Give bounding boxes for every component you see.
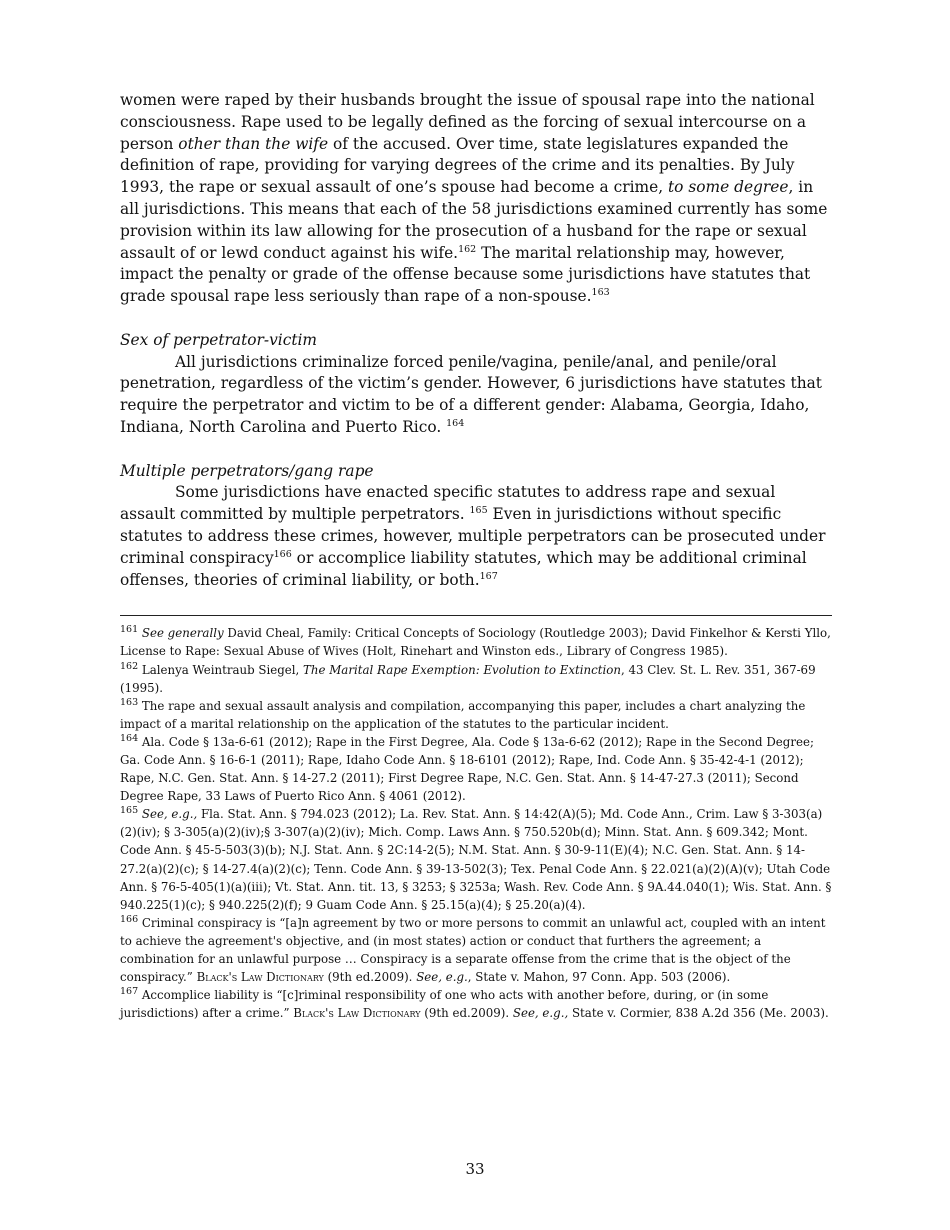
footnote-text: Lalenya Weintraub Siegel, bbox=[138, 662, 304, 677]
footnote-ref-165[interactable]: 165 bbox=[469, 505, 488, 517]
section-heading-sex: Sex of perpetrator-victim bbox=[120, 330, 318, 349]
footnote-number: 164 bbox=[120, 732, 139, 744]
italic-text: See, e.g. bbox=[416, 970, 468, 985]
footnote-number: 165 bbox=[120, 805, 139, 817]
italic-text: other than the wife bbox=[178, 134, 329, 153]
footnote-167 bbox=[120, 986, 832, 1022]
footnotes bbox=[120, 624, 832, 1022]
footnote-text: (9th ed.2009). bbox=[323, 970, 417, 985]
footnote-number: 166 bbox=[120, 913, 139, 925]
italic-text: See, e.g., bbox=[141, 807, 198, 822]
page-number: 33 bbox=[465, 1160, 485, 1178]
footnote-ref-167[interactable]: 167 bbox=[479, 570, 498, 582]
footnote-166 bbox=[120, 914, 832, 986]
footnote-text: State v. Cormier, 838 A.2d 356 (Me. 2003). bbox=[568, 1006, 829, 1021]
footnote-number: 161 bbox=[120, 624, 139, 636]
text-run: Even in jurisdictions without specific statutes to address these crimes, however, multiple perpetrators can be prosecuted under criminal conspiracy bbox=[120, 505, 826, 567]
footnote-separator bbox=[120, 615, 832, 616]
italic-text: to some degree bbox=[667, 178, 789, 197]
paragraph-multiple-perpetrators bbox=[120, 482, 832, 591]
document-page bbox=[120, 90, 832, 1022]
text-run: or accomplice liability statutes, which may be additional criminal offenses, theories of criminal liability, or both. bbox=[120, 548, 807, 589]
text-run: women were raped by their husbands brought the issue of spousal rape into the national consciousness. Rape used to be legally defined as the forcing of sexual intercourse on a person bbox=[120, 91, 815, 153]
footnote-number: 167 bbox=[120, 986, 139, 998]
footnote-text: Fla. Stat. Ann. § 794.023 (2012); La. Rev. Stat. Ann. § 14:42(A)(5); Md. Code Ann., Crim. Law § 3-303(a)(2)(iv); § 3-305(a)(2)(iv);§ 3-307(a)(2)(iv); Mich. Comp. Laws Ann. § 750.520b(d); Minn. Stat. Ann. § 609.342; Mont. Code Ann. § 45-5-503(3)(b); N.J. Stat. Ann. § 2C:14-2(5); N.M. Stat. Ann. § 30-9-11(E)(4); N.C. Gen. Stat. Ann. § 14-27.2(a)(2)(c); § 14-27.4(a)(2)(c); Tenn. Code Ann. § 39-13-502(3); Tex. Penal Code Ann. § 22.021(a)(2)(A)(v); Utah Code Ann. § 76-5-405(1)(a)(iii); Vt. Stat. Ann. tit. 13, § 3253; § 3253a; Wash. Rev. Code Ann. § 9A.44.040(1); Wis. Stat. Ann. § 940.225(1)(c); § 940.225(2)(f); 9 Guam Code Ann. § 25.15(a)(4); § 25.20(a)(4). bbox=[120, 807, 832, 912]
small-caps-text: Black's Law Dictionary bbox=[293, 1006, 421, 1021]
footnote-ref-166[interactable]: 166 bbox=[273, 548, 292, 560]
text-run: of the accused. Over time, state legislatures expanded the definition of rape, providing for varying degrees of the crime and its penalties. By July 1993, the rape or sexual assault of one’s spouse had become a crime, bbox=[120, 134, 795, 197]
paragraph-sex-of-perpetrator bbox=[120, 352, 832, 439]
italic-text: See generally bbox=[141, 626, 224, 641]
footnote-text: Accomplice liability is “[c]riminal responsibility of one who acts with another before, during, or (in some jurisdictions) after a crime.” bbox=[120, 988, 769, 1021]
footnote-165 bbox=[120, 805, 832, 914]
paragraph-spousal-rape bbox=[120, 90, 832, 308]
footnote-text: (9th ed.2009). bbox=[420, 1006, 513, 1021]
footnote-text: The rape and sexual assault analysis and compilation, accompanying this paper, includes a chart analyzing the impact of a marital relationship on the application of the statutes to the particular incident. bbox=[120, 698, 806, 731]
footnote-ref-162[interactable]: 162 bbox=[458, 243, 477, 255]
footnote-number: 163 bbox=[120, 696, 139, 708]
small-caps-text: Black's Law Dictionary bbox=[196, 970, 324, 985]
footnote-ref-163[interactable]: 163 bbox=[591, 287, 610, 299]
footnote-164 bbox=[120, 733, 832, 805]
footnote-text: , State v. Mahon, 97 Conn. App. 503 (2006). bbox=[467, 970, 731, 985]
text-run: , in all jurisdictions. This means that each of the 58 jurisdictions examined currently has some provision within its law allowing for the prosecution of a husband for the rape or sexual assault of or lewd conduct against his wife. bbox=[120, 178, 828, 262]
italic-text: See, e.g., bbox=[512, 1006, 569, 1021]
footnote-ref-164[interactable]: 164 bbox=[446, 417, 465, 429]
footnote-163 bbox=[120, 697, 832, 733]
text-run: The marital relationship may, however, impact the penalty or grade of the offense because some jurisdictions have statutes that grade spousal rape less seriously than rape of a non-spouse. bbox=[120, 243, 811, 306]
footnote-162 bbox=[120, 661, 832, 697]
text-run: All jurisdictions criminalize forced penile/vagina, penile/anal, and penile/oral penetration, regardless of the victim’s gender. However, 6 jurisdictions have statutes that require the perpetrator and victim to be of a different gender: Alabama, Georgia, Idaho, Indiana, North Carolina and Puerto Rico. bbox=[120, 352, 822, 436]
footnote-text: Ala. Code § 13a-6-61 (2012); Rape in the First Degree, Ala. Code § 13a-6-62 (2012); Rape in the Second Degree; Ga. Code Ann. § 16-6-1 (2011); Rape, Idaho Code Ann. § 18-6101 (2012); Rape, Ind. Code Ann. § 35-42-4-1 (2012); Rape, N.C. Gen. Stat. Ann. § 14-27.2 (2011); First Degree Rape, N.C. Gen. Stat. Ann. § 14-47-27.3 (2011); Second Degree Rape, 33 Laws of Puerto Rico Ann. § 4061 (2012). bbox=[120, 734, 814, 804]
footnote-161 bbox=[120, 624, 832, 660]
footnote-number: 162 bbox=[120, 660, 139, 672]
footnote-text: Criminal conspiracy is “[a]n agreement by two or more persons to commit an unlawful act, coupled with an intent to achieve the agreement's objective, and (in most states) action or conduct that furthers the agreement; a combination for an unlawful purpose … Conspiracy is a separate offense from the crime that is the object of the conspiracy.” bbox=[120, 915, 826, 985]
footnote-text: David Cheal, Family: Critical Concepts of Sociology (Routledge 2003); David Finkelhor & Kersti Yllo, License to Rape: Sexual Abuse of Wives (Holt, Rinehart and Winston eds., Library of Congress 1985). bbox=[120, 626, 831, 659]
section-heading-multiple: Multiple perpetrators/gang rape bbox=[120, 461, 374, 480]
italic-text: The Marital Rape Exemption: Evolution to Extinction bbox=[303, 662, 621, 677]
footnote-text: , 43 Clev. St. L. Rev. 351, 367-69 (1995). bbox=[120, 662, 816, 695]
text-run: Some jurisdictions have enacted specific statutes to address rape and sexual assault committed by multiple perpetrators. bbox=[120, 483, 776, 524]
